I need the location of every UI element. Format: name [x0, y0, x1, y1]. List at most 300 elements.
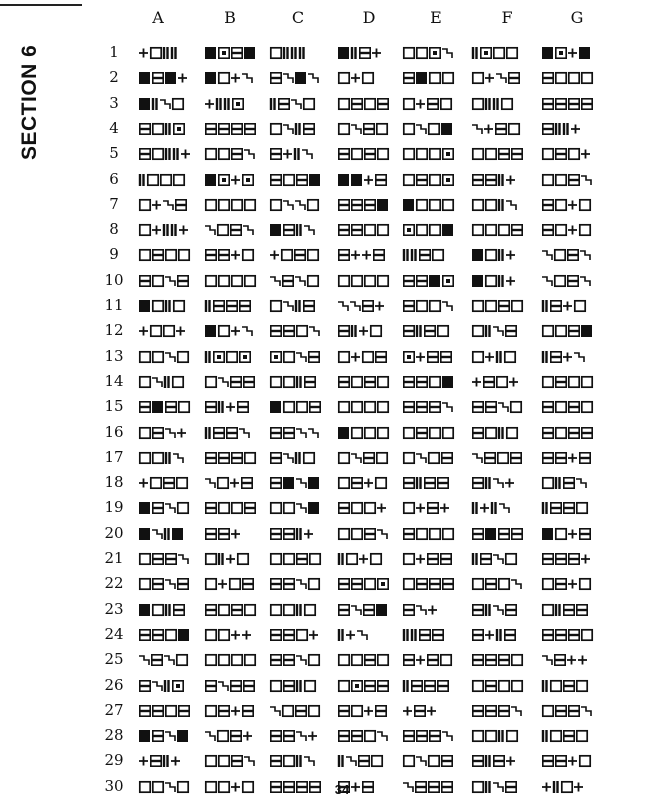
- open-box-glyph: [371, 554, 381, 564]
- open-box-glyph: [339, 73, 349, 83]
- step-glyph: [493, 606, 503, 615]
- open-box-glyph: [499, 579, 509, 589]
- step-glyph: [351, 125, 361, 134]
- open-box-glyph: [227, 351, 237, 361]
- step-glyph: [496, 74, 506, 83]
- open-box-glyph: [140, 225, 150, 235]
- symbol-cell: [137, 651, 203, 669]
- open-box-glyph: [498, 453, 508, 463]
- open-box-glyph: [284, 604, 294, 614]
- plus-glyph: [346, 630, 355, 639]
- step-glyph: [472, 454, 482, 463]
- symbol-cell: [540, 474, 606, 492]
- symbol-cell: [268, 322, 334, 340]
- open-box-glyph: [230, 579, 240, 589]
- plus-glyph: [359, 327, 368, 336]
- plus-glyph: [416, 504, 425, 513]
- row-number: 20: [104, 523, 124, 542]
- plus-glyph: [472, 377, 481, 386]
- symbol-cell: [268, 449, 334, 467]
- open-box-glyph: [309, 579, 319, 589]
- symbol-cell: [401, 449, 467, 467]
- open-box-glyph: [339, 478, 349, 488]
- symbol-cell: [137, 297, 203, 315]
- symbol-cell: [268, 474, 334, 492]
- open-box-glyph: [140, 250, 150, 260]
- open-box-glyph: [219, 781, 229, 791]
- row-number: 16: [104, 422, 124, 441]
- symbol-cell: [540, 727, 606, 745]
- step-glyph: [242, 74, 252, 83]
- symbol-cell: [203, 424, 269, 442]
- open-box-glyph: [339, 402, 349, 412]
- open-box-glyph: [580, 756, 590, 766]
- symbol-cell: [268, 575, 334, 593]
- symbol-cell: [540, 424, 606, 442]
- open-box-glyph: [297, 402, 307, 412]
- plus-glyph: [364, 479, 373, 488]
- row-number: 21: [104, 549, 124, 567]
- bars-glyph: [164, 224, 168, 236]
- bars-glyph: [543, 730, 547, 742]
- open-box-glyph: [511, 402, 521, 412]
- step-glyph: [304, 226, 314, 235]
- symbol-cell: [336, 702, 402, 720]
- open-box-glyph: [556, 200, 566, 210]
- open-box-glyph: [284, 554, 294, 564]
- plus-glyph: [506, 757, 515, 766]
- symbol-cell: [540, 752, 606, 770]
- open-box-glyph: [140, 200, 150, 210]
- bars-glyph: [486, 604, 490, 616]
- open-box-glyph: [151, 478, 161, 488]
- symbol-cell: [470, 575, 536, 593]
- open-box-glyph: [543, 604, 553, 614]
- symbol-cell: [203, 702, 269, 720]
- filled-box-glyph: [441, 123, 452, 135]
- symbol-cell: [470, 246, 536, 264]
- open-box-glyph: [404, 554, 414, 564]
- open-box-glyph: [206, 655, 216, 665]
- step-glyph: [338, 302, 348, 311]
- filled-box-glyph: [338, 47, 349, 59]
- bars-glyph: [219, 553, 223, 565]
- symbol-cell: [203, 373, 269, 391]
- row-number: 27: [104, 700, 124, 719]
- step-glyph: [296, 732, 306, 741]
- plus-glyph: [231, 251, 240, 260]
- symbol-cell: [540, 525, 606, 543]
- filled-box-glyph: [377, 199, 388, 211]
- open-box-glyph: [339, 98, 349, 108]
- open-box-glyph: [443, 528, 453, 538]
- plus-glyph: [177, 428, 186, 437]
- column-header: F: [501, 8, 513, 27]
- plus-glyph: [568, 49, 577, 58]
- step-glyph: [542, 277, 552, 286]
- plus-glyph: [218, 580, 227, 589]
- bars-glyph: [543, 300, 547, 312]
- symbol-cell: [401, 196, 467, 214]
- symbol-cell: [401, 69, 467, 87]
- symbol-cell: [401, 246, 467, 264]
- bars-glyph: [166, 452, 170, 464]
- step-glyph: [377, 732, 387, 741]
- plus-glyph: [509, 377, 518, 386]
- symbol-cell: [137, 601, 203, 619]
- symbol-cell: [470, 651, 536, 669]
- plus-glyph: [231, 630, 240, 639]
- open-box-glyph: [499, 680, 509, 690]
- open-box-glyph: [443, 200, 453, 210]
- step-glyph: [416, 606, 426, 615]
- open-box-glyph: [430, 301, 440, 311]
- symbol-cell: [401, 171, 467, 189]
- filled-box-glyph: [244, 47, 255, 59]
- symbol-cell: [336, 499, 402, 517]
- open-box-glyph: [365, 503, 375, 513]
- bars-glyph: [271, 98, 275, 110]
- filled-box-glyph: [542, 47, 553, 59]
- filled-box-glyph: [351, 174, 362, 186]
- step-glyph: [296, 580, 306, 589]
- symbol-cell: [470, 171, 536, 189]
- open-box-glyph: [304, 453, 314, 463]
- bars-glyph: [284, 47, 288, 59]
- open-box-glyph: [417, 528, 427, 538]
- symbol-cell: [540, 246, 606, 264]
- symbol-cell: [470, 550, 536, 568]
- open-box-glyph: [218, 731, 228, 741]
- open-box-glyph: [271, 680, 281, 690]
- step-glyph: [296, 479, 306, 488]
- step-glyph: [442, 49, 452, 58]
- symbol-cell: [203, 221, 269, 239]
- filled-box-glyph: [542, 528, 553, 540]
- symbol-cell: [401, 702, 467, 720]
- open-box-glyph: [174, 301, 184, 311]
- open-box-glyph: [363, 351, 373, 361]
- symbol-cell: [137, 626, 203, 644]
- open-box-glyph: [473, 731, 483, 741]
- bars-glyph: [499, 730, 503, 742]
- open-box-glyph: [238, 554, 248, 564]
- open-box-glyph: [404, 503, 414, 513]
- filled-box-glyph: [139, 502, 150, 514]
- step-glyph: [308, 429, 318, 438]
- symbol-cell: [137, 120, 203, 138]
- open-box-glyph: [580, 225, 590, 235]
- symbol-cell: [470, 626, 536, 644]
- symbol-cell: [203, 44, 269, 62]
- filled-box-glyph: [270, 401, 281, 413]
- bars-glyph: [166, 604, 170, 616]
- open-box-glyph: [164, 326, 174, 336]
- open-box-glyph: [245, 453, 255, 463]
- symbol-cell: [268, 95, 334, 113]
- open-box-glyph: [179, 402, 189, 412]
- row-number: 25: [104, 650, 124, 669]
- row-number: 30: [104, 776, 124, 795]
- open-box-glyph: [378, 377, 388, 387]
- open-box-glyph: [404, 124, 414, 134]
- open-box-glyph: [245, 604, 255, 614]
- top-rule: [0, 4, 82, 6]
- plus-glyph: [568, 200, 577, 209]
- row-number: 3: [109, 93, 119, 112]
- open-box-glyph: [177, 478, 187, 488]
- symbol-cell: [336, 44, 402, 62]
- symbol-cell: [540, 677, 606, 695]
- open-box-glyph: [140, 453, 150, 463]
- step-glyph: [542, 251, 552, 260]
- open-box-glyph: [473, 98, 483, 108]
- open-box-glyph: [166, 706, 176, 716]
- step-glyph: [283, 454, 293, 463]
- bars-glyph: [339, 629, 343, 641]
- step-glyph: [498, 403, 508, 412]
- symbol-cell: [470, 398, 536, 416]
- symbol-cell: [203, 651, 269, 669]
- bars-glyph: [543, 351, 547, 363]
- symbol-cell: [203, 449, 269, 467]
- open-box-glyph: [580, 200, 590, 210]
- open-box-glyph: [441, 98, 451, 108]
- open-box-glyph: [486, 301, 496, 311]
- step-glyph: [506, 201, 516, 210]
- column-header: A: [152, 8, 164, 27]
- symbol-cell: [470, 474, 536, 492]
- open-box-glyph: [430, 225, 440, 235]
- symbol-cell: [470, 120, 536, 138]
- bars-glyph: [499, 174, 503, 186]
- bars-glyph: [165, 528, 169, 540]
- row-number: 22: [104, 574, 124, 593]
- step-glyph: [499, 504, 509, 513]
- symbol-cell: [268, 525, 334, 543]
- symbol-cell: [203, 69, 269, 87]
- step-glyph: [403, 783, 413, 792]
- open-box-glyph: [473, 301, 483, 311]
- row-number: 2: [109, 68, 119, 87]
- open-box-glyph: [378, 225, 388, 235]
- bars-glyph: [206, 427, 210, 439]
- symbol-cell: [203, 171, 269, 189]
- plus-glyph: [364, 175, 373, 184]
- symbol-cell: [401, 95, 467, 113]
- symbol-cell: [540, 196, 606, 214]
- step-glyph: [511, 580, 521, 589]
- open-box-glyph: [153, 149, 163, 159]
- open-box-glyph: [582, 377, 592, 387]
- column-header: C: [291, 8, 305, 27]
- plus-glyph: [231, 175, 240, 184]
- symbol-cell: [203, 474, 269, 492]
- open-box-glyph: [339, 453, 349, 463]
- open-box-glyph: [177, 655, 187, 665]
- symbol-cell: [137, 727, 203, 745]
- symbol-cell: [268, 171, 334, 189]
- filled-box-glyph: [376, 604, 387, 616]
- plus-glyph: [568, 453, 577, 462]
- filled-box-glyph: [472, 275, 483, 287]
- open-box-glyph: [271, 301, 281, 311]
- step-glyph: [165, 783, 175, 792]
- symbol-cell: [540, 550, 606, 568]
- bars-glyph: [295, 148, 299, 160]
- step-glyph: [574, 353, 584, 362]
- symbol-cell: [401, 752, 467, 770]
- step-glyph: [152, 530, 162, 539]
- open-box-glyph: [543, 174, 553, 184]
- step-glyph: [244, 150, 254, 159]
- step-glyph: [493, 479, 503, 488]
- open-box-glyph: [473, 351, 483, 361]
- symbol-cell: [268, 348, 334, 366]
- symbol-cell: [401, 601, 467, 619]
- open-box-glyph: [219, 149, 229, 159]
- row-number: 15: [104, 397, 124, 416]
- symbol-cell: [137, 702, 203, 720]
- symbol-cell: [401, 626, 467, 644]
- symbol-cell: [203, 95, 269, 113]
- bars-glyph: [556, 477, 560, 489]
- symbol-cell: [336, 95, 402, 113]
- symbol-cell: [540, 449, 606, 467]
- symbol-cell: [137, 196, 203, 214]
- plus-glyph: [351, 251, 360, 260]
- plus-glyph: [568, 226, 577, 235]
- open-box-glyph: [206, 630, 216, 640]
- filled-box-glyph: [205, 47, 216, 59]
- step-glyph: [442, 302, 452, 311]
- symbol-cell: [137, 677, 203, 695]
- open-box-glyph: [494, 48, 504, 58]
- plus-glyph: [139, 479, 148, 488]
- bars-glyph: [297, 376, 301, 388]
- symbol-cell: [401, 322, 467, 340]
- open-box-glyph: [438, 326, 448, 336]
- row-number: 18: [104, 473, 124, 492]
- symbol-cell: [137, 171, 203, 189]
- open-box-glyph: [352, 377, 362, 387]
- open-box-glyph: [555, 275, 565, 285]
- step-glyph: [218, 378, 228, 387]
- bars-glyph: [140, 174, 144, 186]
- symbol-cell: [540, 702, 606, 720]
- plus-glyph: [139, 49, 148, 58]
- symbol-cell: [401, 373, 467, 391]
- open-box-glyph: [569, 149, 579, 159]
- bars-glyph: [417, 325, 421, 337]
- symbol-cell: [137, 145, 203, 163]
- symbol-cell: [336, 221, 402, 239]
- symbol-cell: [540, 348, 606, 366]
- open-box-glyph: [556, 73, 566, 83]
- bars-glyph: [497, 629, 501, 641]
- symbol-cell: [137, 44, 203, 62]
- open-box-glyph: [430, 73, 440, 83]
- symbol-cell: [540, 44, 606, 62]
- open-box-glyph: [429, 756, 439, 766]
- filled-box-glyph: [442, 224, 453, 236]
- symbol-cell: [137, 499, 203, 517]
- bars-glyph: [499, 427, 503, 439]
- bars-glyph: [297, 680, 301, 692]
- symbol-cell: [336, 525, 402, 543]
- step-glyph: [416, 125, 426, 134]
- symbol-cell: [540, 626, 606, 644]
- step-glyph: [205, 479, 215, 488]
- open-box-glyph: [507, 731, 517, 741]
- open-box-glyph: [404, 756, 414, 766]
- step-glyph: [270, 277, 280, 286]
- open-box-glyph: [284, 377, 294, 387]
- open-box-glyph: [140, 427, 150, 437]
- plus-glyph: [226, 555, 235, 564]
- bars-glyph: [339, 755, 343, 767]
- open-box-glyph: [206, 756, 216, 766]
- open-box-glyph: [308, 200, 318, 210]
- filled-box-glyph: [308, 502, 319, 514]
- open-box-glyph: [219, 604, 229, 614]
- symbol-cell: [203, 322, 269, 340]
- symbol-cell: [401, 727, 467, 745]
- open-box-glyph: [365, 731, 375, 741]
- step-glyph: [205, 732, 215, 741]
- bars-glyph: [292, 47, 296, 59]
- row-number: 12: [104, 321, 124, 340]
- open-box-glyph: [352, 275, 362, 285]
- symbol-cell: [336, 550, 402, 568]
- step-glyph: [351, 606, 361, 615]
- open-box-glyph: [352, 427, 362, 437]
- symbol-cell: [470, 373, 536, 391]
- row-number: 7: [109, 194, 119, 213]
- open-box-glyph: [310, 554, 320, 564]
- symbol-cell: [470, 69, 536, 87]
- symbol-cell: [268, 373, 334, 391]
- symbol-cell: [268, 702, 334, 720]
- plus-glyph: [362, 251, 371, 260]
- symbol-cell: [203, 398, 269, 416]
- filled-box-glyph: [309, 174, 320, 186]
- bars-glyph: [219, 401, 223, 413]
- symbol-cell: [336, 373, 402, 391]
- symbol-cell: [336, 752, 402, 770]
- symbol-cell: [470, 322, 536, 340]
- open-box-glyph: [153, 781, 163, 791]
- plus-glyph: [308, 732, 317, 741]
- symbol-cell: [401, 44, 467, 62]
- open-box-glyph: [173, 98, 183, 108]
- open-box-glyph: [502, 98, 512, 108]
- open-box-glyph: [308, 250, 318, 260]
- symbol-cell: [268, 424, 334, 442]
- row-number: 26: [104, 675, 124, 694]
- step-glyph: [139, 656, 149, 665]
- symbol-cell: [203, 752, 269, 770]
- open-box-glyph: [473, 579, 483, 589]
- open-box-glyph: [430, 377, 440, 387]
- symbol-cell: [336, 424, 402, 442]
- symbol-cell: [137, 398, 203, 416]
- symbol-cell: [203, 246, 269, 264]
- row-number: 5: [109, 144, 119, 163]
- symbol-cell: [203, 601, 269, 619]
- step-glyph: [270, 707, 280, 716]
- open-box-glyph: [284, 351, 294, 361]
